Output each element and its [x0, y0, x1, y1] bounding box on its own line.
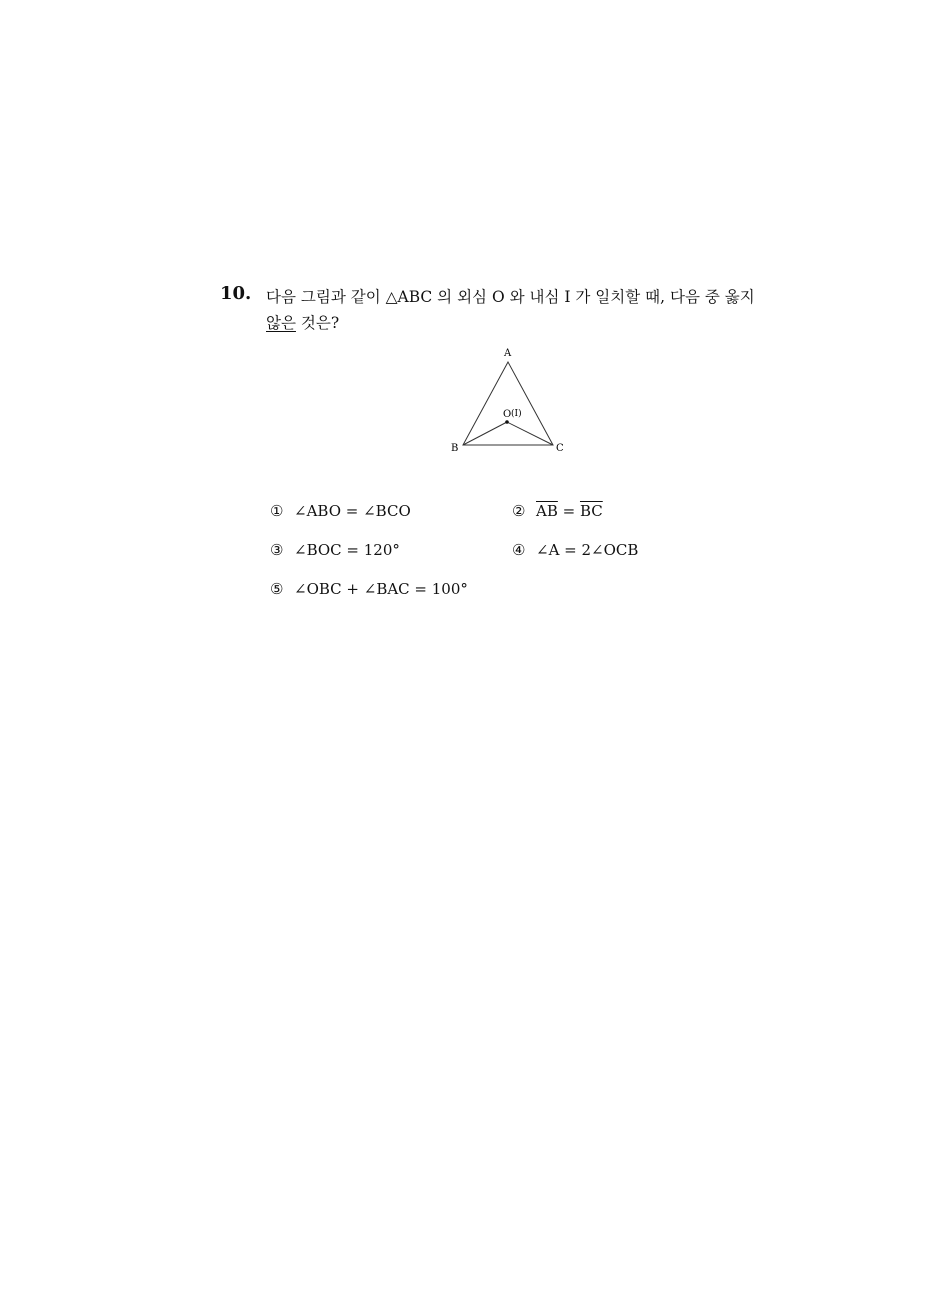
choice-text: ∠BOC = 120°	[294, 541, 400, 559]
label-a: A	[504, 348, 512, 359]
choice-3[interactable]	[270, 541, 400, 559]
triangle-figure	[440, 340, 580, 460]
label-i: (I)	[511, 409, 522, 419]
equals-sign: =	[557, 502, 580, 520]
choice-5[interactable]	[270, 580, 468, 598]
label-c: C	[556, 443, 564, 454]
question-stem	[266, 284, 766, 336]
choice-text: ∠OBC + ∠BAC = 100°	[294, 580, 468, 598]
triangle-abc	[463, 362, 553, 445]
stem-rest: 것은?	[295, 314, 340, 332]
choice-text: ∠ABO = ∠BCO	[294, 502, 411, 520]
question-number: 10.	[220, 283, 252, 304]
label-o: O	[503, 409, 512, 420]
choice-mark: ①	[270, 502, 284, 520]
choice-mark: ②	[512, 502, 526, 520]
choice-1[interactable]	[270, 502, 411, 520]
stem-underlined: 않은	[266, 314, 296, 332]
segment-ab: $\overline{AB}$	[536, 502, 558, 520]
segment-bc: $\overline{BC}$	[579, 502, 603, 520]
choice-mark: ③	[270, 541, 284, 559]
segment-oc	[507, 422, 553, 445]
choice-mark: ④	[512, 541, 526, 559]
point-o	[505, 420, 509, 424]
stem-text: 다음 그림과 같이 △ABC 의 외심 O 와 내심 I 가 일치할 때, 다음 중 옳지	[266, 288, 755, 306]
choice-mark: ⑤	[270, 580, 284, 598]
label-b: B	[451, 443, 459, 454]
choice-4[interactable]	[512, 541, 638, 559]
choice-text: ∠A = 2∠OCB	[536, 541, 639, 559]
choice-2[interactable]	[512, 502, 603, 520]
